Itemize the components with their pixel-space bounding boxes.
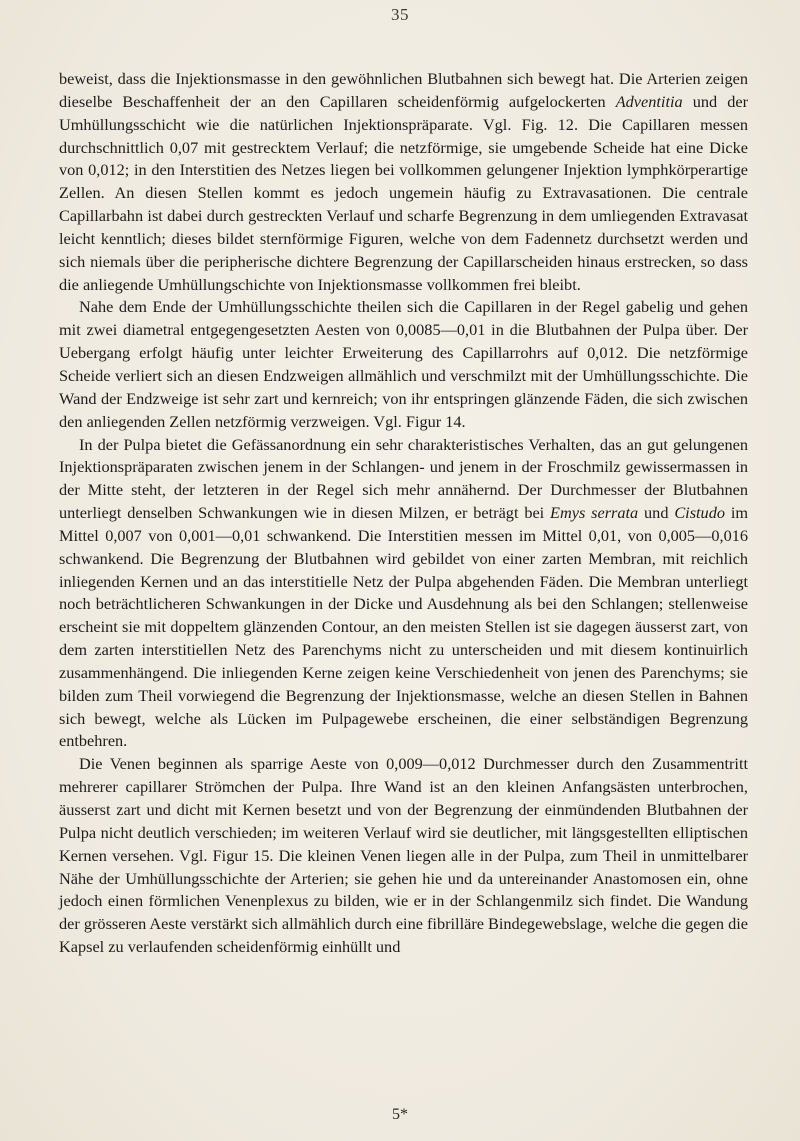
- page-number: 35: [391, 5, 409, 24]
- italic-term: Cistudo: [674, 503, 725, 523]
- text-span: und: [638, 503, 675, 523]
- text-span: In der Pulpa bietet die Gefässanordnung ein sehr charakteristisches Verhalten, das an gut gelungenen Injektionspräparaten zwischen jenem in der Schlangen- und jenem in der Froschmilz gewissermassen in der Mitte steht, der letzteren in der Regel sich mehr annähernd. Der Durchmesser der Blutbahnen unterliegt denselben Schwankungen wie in diesen Milzen, er beträgt bei: [59, 434, 748, 523]
- paragraph: [59, 753, 748, 959]
- text-span: beweist, dass die Injektionsmasse in den gewöhnlichen Blutbahnen sich bewegt hat. Die Arterien zeigen dieselbe Beschaffenheit der an den Capillaren scheidenförmig aufgelockerten: [59, 69, 748, 111]
- paragraph: [59, 68, 748, 296]
- text-span: Nahe dem Ende der Umhüllungsschichte theilen sich die Capillaren in der Regel gabelig und gehen mit zwei diametral entgegengesetzten Aesten von 0,0085—0,01 in die Blutbahnen der Pulpa über. Der Uebergang erfolgt häufig unter leichter Erweiterung des Capillarrohrs auf 0,012. Die netzförmige Scheide verliert sich an diesen Endzweigen allmählich und verschmilzt mit der Umhüllungsschichte. Die Wand der Endzweige ist sehr zart und kernreich; von ihr entspringen glänzende Fäden, die sich zwischen den anliegenden Zellen netzförmig verzweigen. Vgl. Figur 14.: [59, 297, 748, 431]
- italic-term: Emys serrata: [550, 503, 639, 523]
- body-text: [59, 68, 748, 959]
- text-span: und der Umhüllungsschicht wie die natürlichen Injektionspräparate. Vgl. Fig. 12. Die Capillaren messen durchschnittlich 0,07 mit gestrecktem Verlauf; die netzförmige, sie umgebende Scheide hat eine Dicke von 0,012; in den Interstitien des Netzes liegen bei vollkommen gelungener Injektion lymphkörperartige Zellen. An diesen Stellen kommt es jedoch ungemein häufig zu Extravasationen. Die centrale Capillarbahn ist dabei durch gestreckten Verlauf und scharfe Begrenzung in dem umliegenden Extravasat leicht kenntlich; dieses bildet sternförmige Figuren, welche von dem Fadennetz durchsetzt werden und sich niemals über die peripherische dichtere Begrenzung der Capillarscheiden hinaus erstrecken, so dass die anliegende Umhüllungschichte von Injektionsmasse vollkommen frei bleibt.: [59, 91, 748, 294]
- italic-term: Adventitia: [615, 91, 683, 111]
- paragraph: [59, 434, 748, 754]
- text-span: Die Venen beginnen als sparrige Aeste von 0,009—0,012 Durchmesser durch den Zusammentritt mehrerer capillarer Strömchen der Pulpa. Ihre Wand ist an den kleinen Anfangsästen unterbrochen, äusserst zart und dicht mit Kernen besetzt und von der Begrenzung der einmündenden Blutbahnen der Pulpa nicht deutlich verschieden; im weiteren Verlauf wird sie deutlicher, mit längsgestellten elliptischen Kernen versehen. Vgl. Figur 15. Die kleinen Venen liegen alle in der Pulpa, zum Theil in unmittelbarer Nähe der Umhüllungsschichte der Arterien; sie gehen hie und da untereinander Anastomosen ein, ohne jedoch einen förmlichen Venenplexus zu bilden, wie er in der Schlangenmilz sich findet. Die Wandung der grösseren Aeste verstärkt sich allmählich durch eine fibrilläre Bindegewebslage, welche die gegen die Kapsel zu verlaufenden scheidenförmig einhüllt und: [59, 754, 748, 957]
- signature-mark: 5*: [392, 1106, 408, 1123]
- text-span: im Mittel 0,007 von 0,001—0,01 schwankend. Die Interstitien messen im Mittel 0,01, von 0,005—0,016 schwankend. Die Begrenzung der Blutbahnen wird gebildet von einer zarten Membran, mit reichlich inliegenden Kernen und an das interstitielle Netz der Pulpa abgehenden Fäden. Die Membran unterliegt noch beträchtlicheren Schwankungen in der Dicke und Ausdehnung als bei den Schlangen; stellenweise erscheint sie mit doppeltem glänzenden Contour, an den meisten Stellen ist sie dagegen äusserst zart, von dem zarten interstitiellen Netz des Parenchyms nicht zu unterscheiden und mit diesem kontinuirlich zusammenhängend. Die inliegenden Kerne zeigen keine Verschiedenheit von jenen des Parenchyms; sie bilden zum Theil vorwiegend die Begrenzung der Injektionsmasse, welche an diesen Stellen in Bahnen sich bewegt, welche als Lücken im Pulpagewebe erscheinen, die einer selbständigen Begrenzung entbehren.: [59, 503, 749, 751]
- paragraph: [59, 296, 748, 433]
